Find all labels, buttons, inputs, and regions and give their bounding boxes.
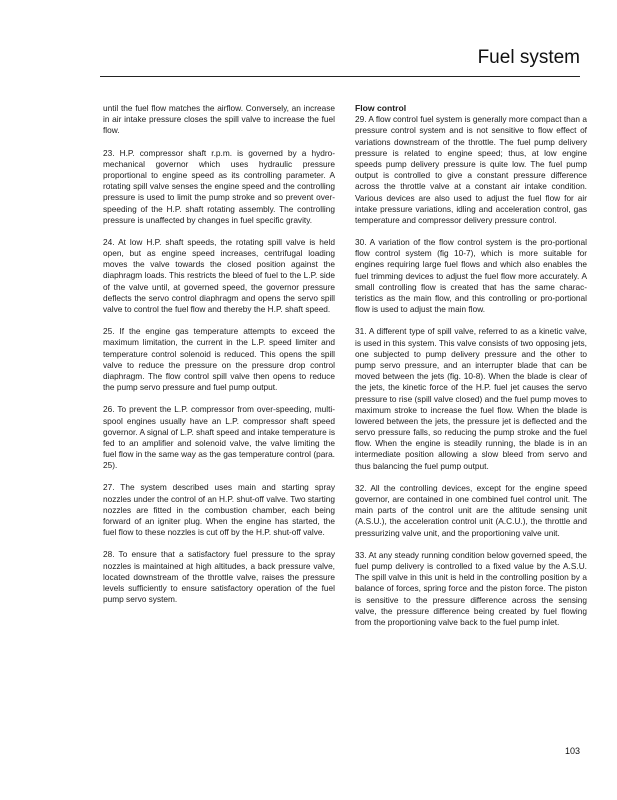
page-header <box>0 0 617 78</box>
paragraph: 33. At any steady running condition below governed speed, the fuel pump delivery is controlled to a fixed value by the A.S.U. The spill valve in this unit is held in the controlling position by a balance of forces, spring force and the piston force. The piston is sensitive to the pressure difference across the sensing valve, the pressure difference being created by fuel flowing from the proportioning valve back to the fuel pump inlet. <box>355 549 587 627</box>
page-number: 103 <box>564 746 580 756</box>
paragraph: 23. H.P. compressor shaft r.p.m. is governed by a hydro-mechanical governor which uses hydraulic pressure proportional to engine speed as its controlling parameter. A rotating spill valve senses the engine speed and the controlling pressure is used to limit the pump stroke and so prevent over-speeding of the H.P. shaft rotating assembly. The controlling pressure is unaffected by changes in fuel specific gravity. <box>103 147 335 225</box>
paragraph: 30. A variation of the flow control system is the pro-portional flow control system (fig 10-7), which is more suitable for engines requiring large fuel flows and which also enables the fuel trimming devices to adjust the fuel flow more accurately. A small controlling flow is created that has the same charac-teristics as the main flow, and this controlling or pro-portional flow is used to adjust the main flow. <box>355 237 587 315</box>
paragraph: 28. To ensure that a satisfactory fuel pressure to the spray nozzles is maintained at high altitudes, a back pressure valve, located downstream of the throttle valve, raises the pressure levels sufficiently to ensure satisfactory operation of the fuel pump servo system. <box>103 549 335 605</box>
paragraph: 24. At low H.P. shaft speeds, the rotating spill valve is held open, but as engine speed increases, centrifugal loading moves the valve towards the closed position against the diaphragm loads. This restricts the bleed of fuel to the L.P. side of the valve until, at governed speed, the governor pressure deflects the servo control diaphragm and opens the servo spill valve to control the fuel flow and thereby the H.P. shaft speed. <box>103 236 335 314</box>
header-divider <box>100 76 580 77</box>
paragraph: 25. If the engine gas temperature attempts to exceed the maximum limitation, the current in the L.P. speed limiter and temperature control solenoid is reduced. This opens the spill valve to reduce the pressure on the pressure drop control diaphragm. The flow control spill valve then opens to reduce the pump servo pressure and fuel pump output. <box>103 326 335 393</box>
paragraph: 32. All the controlling devices, except for the engine speed governor, are contained in one combined fuel control unit. The main parts of the control unit are the altitude sensing unit (A.S.U.), the acceleration control unit (A.C.U.), the throttle and pressurizing valve unit, and the proportioning valve unit. <box>355 482 587 538</box>
paragraph: 31. A different type of spill valve, referred to as a kinetic valve, is used in this system. This valve consists of two opposing jets, one subjected to pump delivery pressure and the other to pump servo pressure, and an interrupter blade that can be moved between the jets (fig. 10-8). When the blade is clear of the jets, the kinetic force of the H.P. fuel jet causes the servo pressure to rise (spill valve closed) and the fuel pump moves to maximum stroke to increase the fuel flow. When the blade is lowered between the jets, the pressure jet is deflected and the servo pressure falls, so reducing the pump stroke and the fuel flow. When the engine is steadily running, the blade is in an intermediate position allowing a slow bleed from servo and thus balancing the fuel pump output. <box>355 326 587 471</box>
paragraph: 29. A flow control fuel system is generally more compact than a pressure control system and is not sensitive to flow effect of variations downstream of the throttle. The fuel pump delivery pressure is related to engine speed; thus, at low engine speeds pump delivery pressure is quite low. The fuel pump output is controlled to give a constant pressure difference across the throttle valve at a constant air intake condition. Various devices are also used to adjust the fuel flow for air intake pressure variations, idling and acceleration control, gas temperature and compressor delivery pressure control. <box>355 114 587 225</box>
paragraph: until the fuel flow matches the airflow. Conversely, an increase in air intake pressure closes the spill valve to increase the fuel flow. <box>103 103 335 136</box>
paragraph: 27. The system described uses main and starting spray nozzles under the control of an H.P. shut-off valve. Two starting nozzles are fitted in the combustion chamber, each being forward of an igniter plug. When the engine has started, the fuel flow to these nozzles is cut off by the H.P. shut-off valve. <box>103 482 335 538</box>
paragraph: 26. To prevent the L.P. compressor from over-speeding, multi-spool engines usually have an L.P. compressor shaft speed governor. A signal of L.P. shaft speed and intake temperature is fed to an amplifier and solenoid valve, the valve limiting the fuel flow in the same way as the gas temperature control (para. 25). <box>103 404 335 471</box>
left-column <box>103 103 335 616</box>
section-heading: Flow control <box>355 103 407 113</box>
right-column <box>355 103 587 639</box>
page-title: Fuel system <box>477 47 580 68</box>
